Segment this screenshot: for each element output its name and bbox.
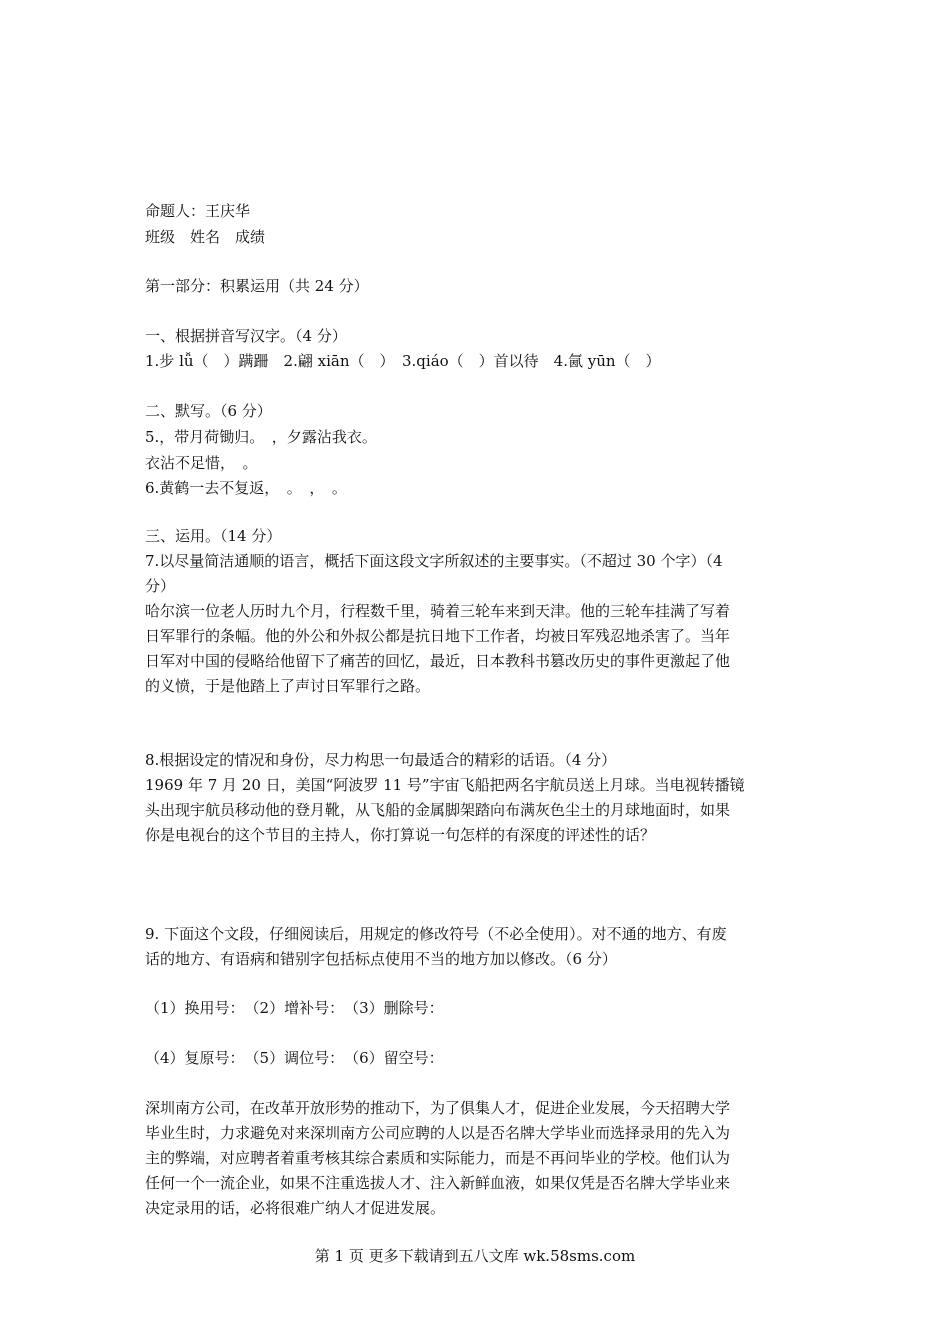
q7-passage-line-4: 的义愤，于是他踏上了声讨日军罪行之路。 xyxy=(145,677,431,695)
class-name-score-line: 班级 姓名 成绩 xyxy=(145,228,266,246)
part-one-title: 第一部分：积累运用（共 24 分） xyxy=(145,277,369,295)
q9-passage-line-3: 主的弊端，对应聘者着重考核其综合素质和实际能力，而是不再问毕业的学校。他们认为 xyxy=(145,1149,731,1167)
section-three-title: 三、运用。（14 分） xyxy=(145,527,282,545)
dictation-line-2: 衣沾不足惜， 。 xyxy=(145,454,258,472)
q8-passage-line-2: 头出现宇航员移动他的登月靴，从飞船的金属脚架踏向布满灰色尘土的月球地面时，如果 xyxy=(145,801,731,819)
q9-symbols-line-1: （1）换用号： （2）增补号： （3）删除号： xyxy=(145,999,444,1017)
author-line: 命题人：王庆华 xyxy=(145,202,251,220)
section-one-title: 一、根据拼音写汉字。（4 分） xyxy=(145,327,347,345)
q8-passage-line-1: 1969 年 7 月 20 日，美国“阿波罗 11 号”宇宙飞船把两名宇航员送上月球。当电视转播镜 xyxy=(145,776,745,794)
q7-prompt-line-1: 7.以尽量简洁通顺的语言，概括下面这段文字所叙述的主要事实。（不超过 30 个字）（4 xyxy=(145,552,723,570)
q9-passage-line-5: 决定录用的话，必将很难广纳人才促进发展。 xyxy=(145,1199,446,1217)
q7-passage-line-3: 日军对中国的侵略给他留下了痛苦的回忆，最近，日本教科书篡改历史的事件更激起了他 xyxy=(145,652,731,670)
page-footer: 第 1 页 更多下载请到五八文库 wk.58sms.com xyxy=(314,1247,636,1265)
q9-passage-line-1: 深圳南方公司，在改革开放形势的推动下，为了俱集人才，促进企业发展，今天招聘大学 xyxy=(145,1099,731,1117)
q7-prompt-line-2: 分） xyxy=(145,577,176,595)
q9-passage-line-2: 毕业生时，力求避免对来深圳南方公司应聘的人以是否名牌大学毕业而选择录用的先入为 xyxy=(145,1124,731,1142)
dictation-line-3: 6.黄鹤一去不复返， 。 ， 。 xyxy=(145,479,347,497)
dictation-line-1: 5.，带月荷锄归。 ，夕露沾我衣。 xyxy=(145,428,377,446)
pinyin-question-line: 1.步 lǚ（ ）蹒跚 2.翩 xiān（ ） 3.qiáo（ ）首以待 4.氤 yūn（ ） xyxy=(145,352,661,370)
q8-prompt: 8.根据设定的情况和身份，尽力构思一句最适合的精彩的话语。（4 分） xyxy=(145,751,617,769)
section-two-title: 二、默写。（6 分） xyxy=(145,402,272,420)
q9-symbols-line-2: （4）复原号： （5）调位号： （6）留空号： xyxy=(145,1049,444,1067)
q8-passage-line-3: 你是电视台的这个节目的主持人，你打算说一句怎样的有深度的评述性的话？ xyxy=(145,826,656,844)
q9-prompt-line-2: 话的地方、有语病和错别字包括标点使用不当的地方加以修改。（6 分） xyxy=(145,950,617,968)
q7-passage-line-2: 日军罪行的条幅。他的外公和外叔公都是抗日地下工作者，均被日军残忍地杀害了。当年 xyxy=(145,627,731,645)
q9-prompt-line-1: 9. 下面这个文段，仔细阅读后，用规定的修改符号（不必全使用）。对不通的地方、有废 xyxy=(145,925,727,943)
q9-passage-line-4: 任何一个一流企业，如果不注重选拔人才、注入新鲜血液，如果仅凭是否名牌大学毕业来 xyxy=(145,1174,731,1192)
q7-passage-line-1: 哈尔滨一位老人历时九个月，行程数千里，骑着三轮车来到天津。他的三轮车挂满了写着 xyxy=(145,602,731,620)
